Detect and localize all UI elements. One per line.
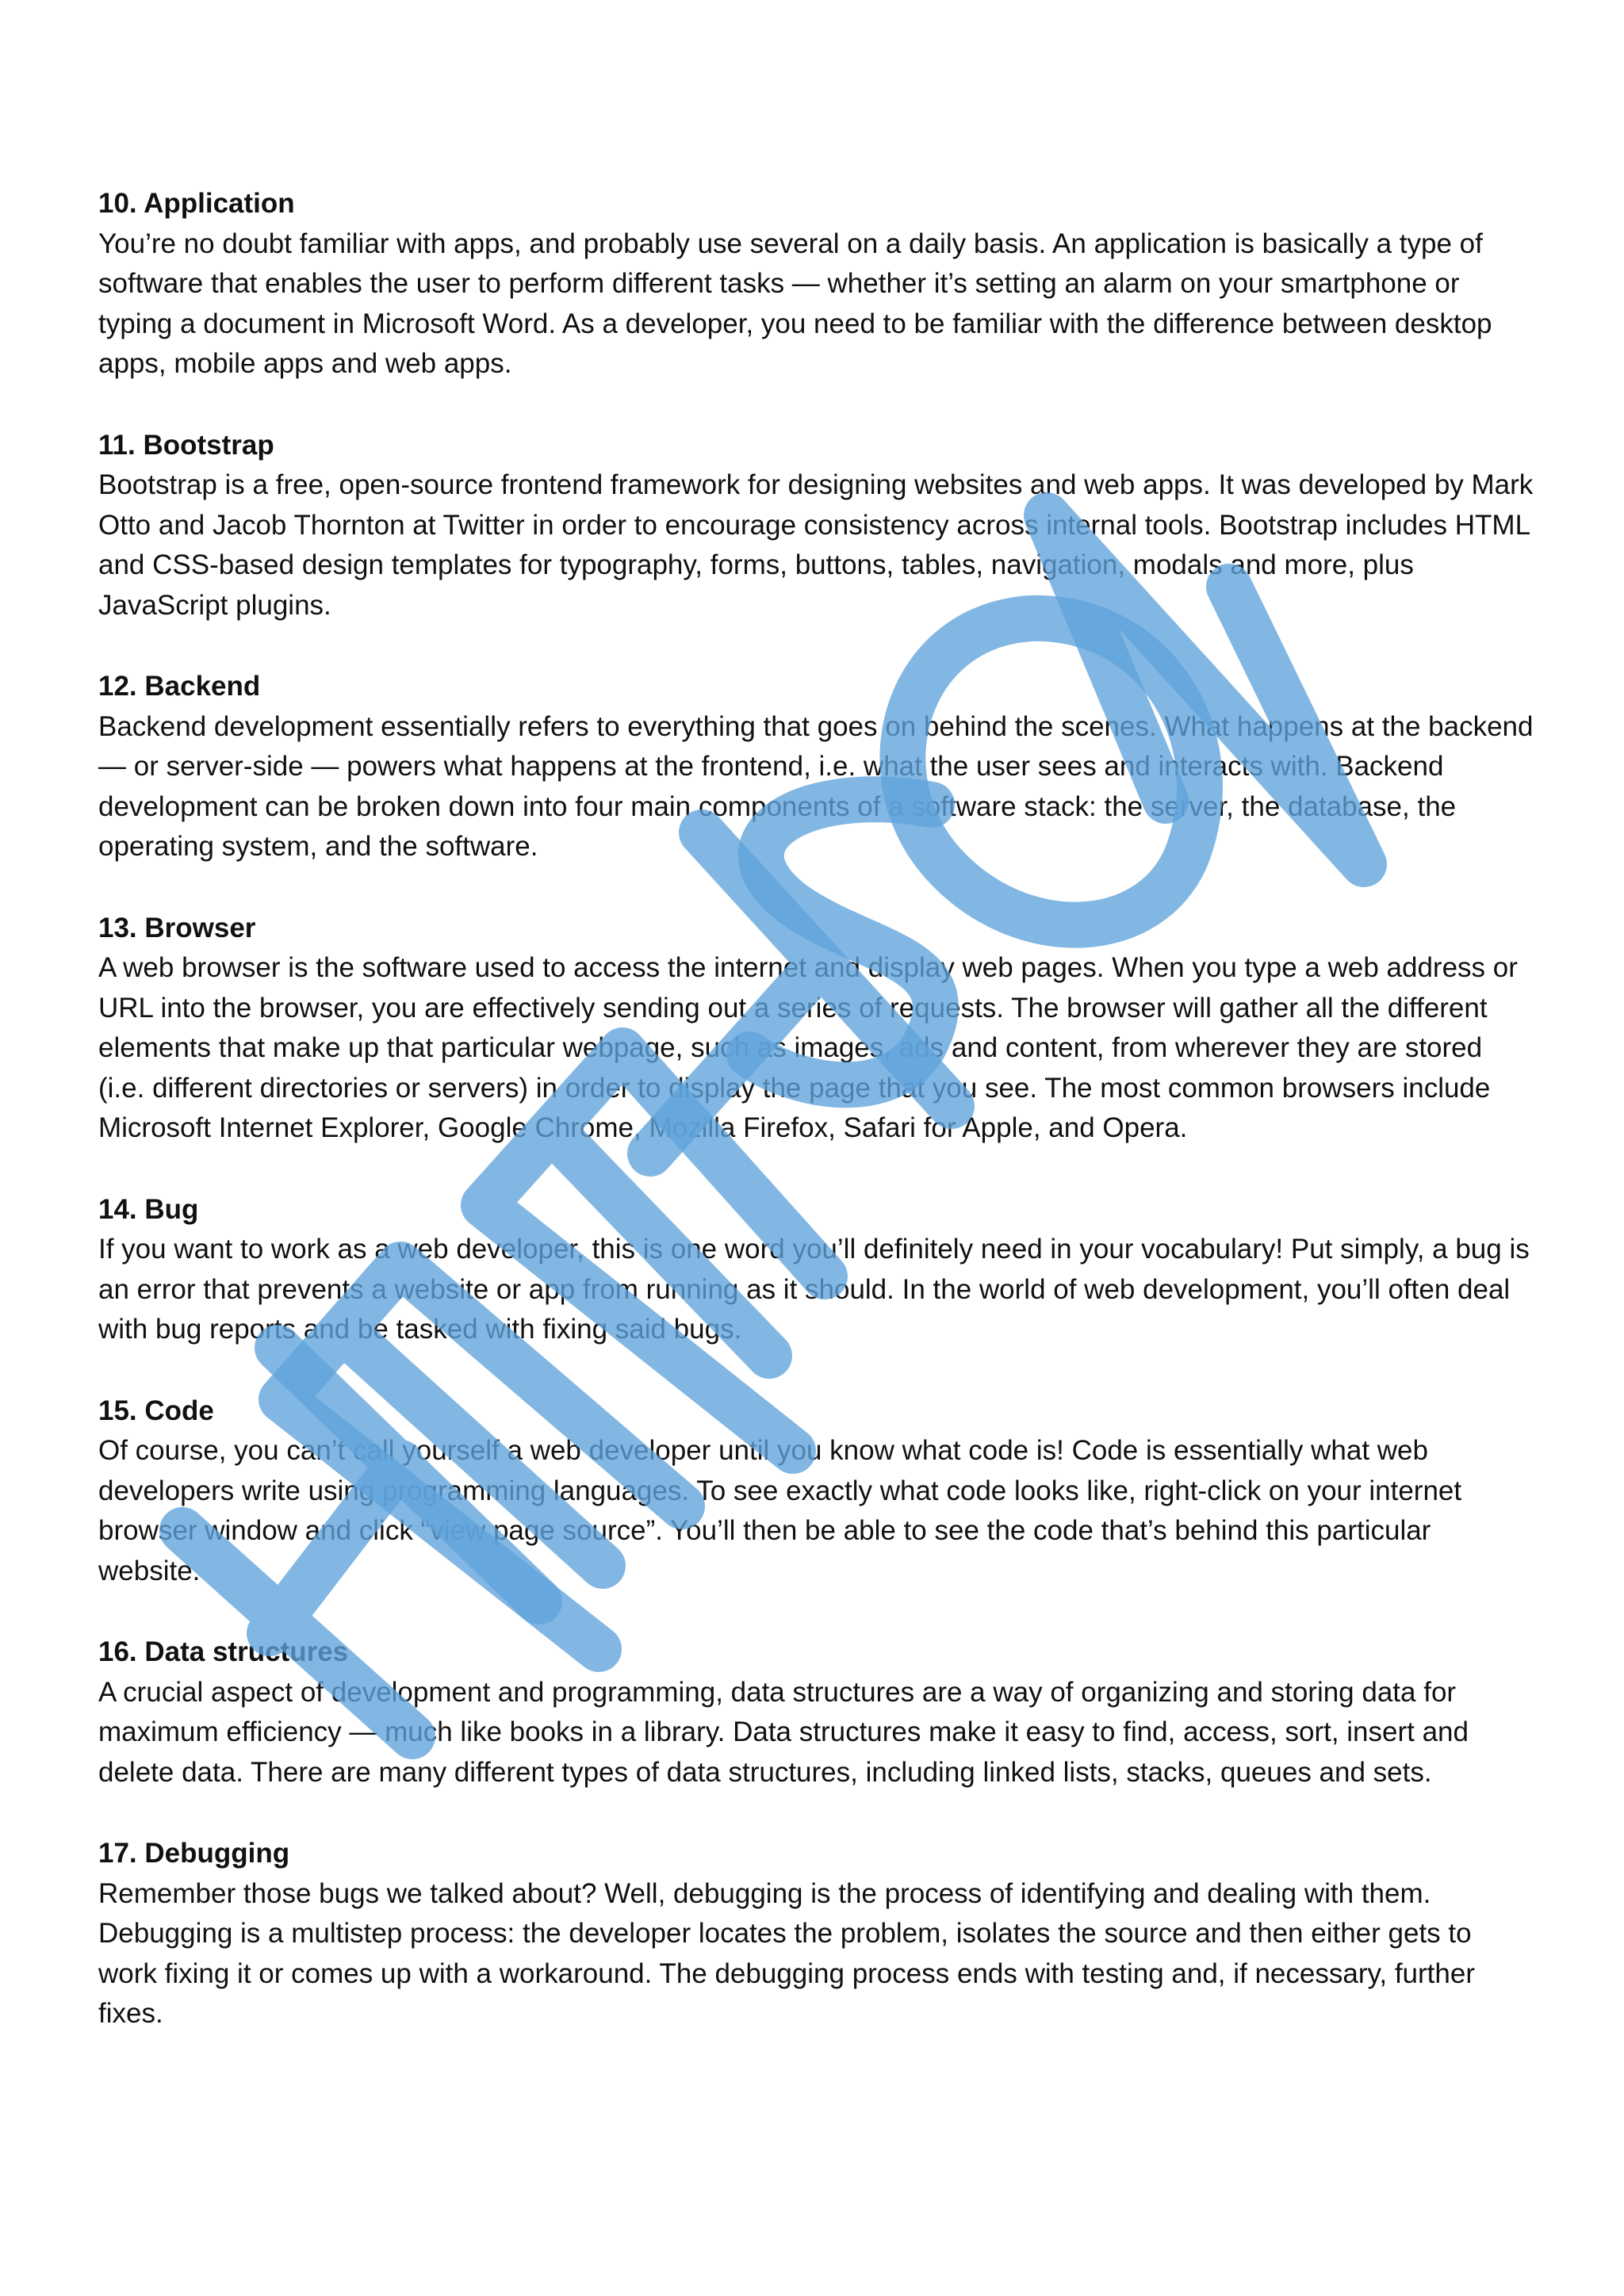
entry-title: 11. Bootstrap <box>98 429 274 461</box>
entry-title: 17. Debugging <box>98 1838 290 1869</box>
glossary-entry-data-structures <box>98 1632 1534 1793</box>
entry-body: If you want to work as a web developer, this is one word you’ll definitely need in your vocabulary! Put simply, a bug is an error that prevents a website or app from running as it should. In the world of web development, you’ll often deal with bug reports and be tasked with fixing said bugs. <box>98 1234 1530 1345</box>
glossary-content <box>98 184 1534 2076</box>
glossary-entry-code <box>98 1391 1534 1592</box>
entry-body: Backend development essentially refers to everything that goes on behind the scenes. What happens at the backend — or server-side — powers what happens at the frontend, i.e. what the user sees and interacts with. Backend development can be broken down into four main components of a software stack: the server, the database, the operating system, and the software. <box>98 710 1534 862</box>
entry-title: 13. Browser <box>98 912 256 943</box>
entry-body: Bootstrap is a free, open-source frontend framework for designing websites and web apps. It was developed by Mark Otto and Jacob Thornton at Twitter in order to encourage consistency across internal tools. Bootstrap includes HTML and CSS-based design templates for typography, forms, buttons, tables, navigation, modals and more, plus JavaScript plugins. <box>98 469 1534 621</box>
glossary-entry-debugging <box>98 1834 1534 2034</box>
entry-body: A crucial aspect of development and programming, data structures are a way of organizing and storing data for maximum efficiency — much like books in a library. Data structures make it easy to find, access, sort, insert and delete data. There are many different types of data structures, including linked lists, stacks, queues and sets. <box>98 1676 1469 1788</box>
entry-body: You’re no doubt familiar with apps, and probably use several on a daily basis. An application is basically a type of software that enables the user to perform different tasks — whether it’s setting an alarm on your smartphone or typing a document in Microsoft Word. As a developer, you need to be familiar with the difference between desktop apps, mobile apps and web apps. <box>98 228 1492 379</box>
glossary-entry-application <box>98 184 1534 385</box>
entry-title: 16. Data structures <box>98 1636 349 1667</box>
entry-body: Of course, you can’t call yourself a web developer until you know what code is! Code is essentially what web developers write using programming languages. To see exactly what code looks like, right-click on your internet browser window and click “view page source”. You’ll then be able to see the code that’s behind this particular website. <box>98 1435 1462 1586</box>
entry-title: 15. Code <box>98 1395 214 1426</box>
glossary-entry-bug <box>98 1190 1534 1350</box>
entry-title: 10. Application <box>98 188 295 219</box>
entry-body: Remember those bugs we talked about? Well, debugging is the process of identifying and dealing with them. Debugging is a multistep process: the developer locates the problem, isolates the source and then either gets to work fixing it or comes up with a workaround. The debugging process ends with testing and, if necessary, further fixes. <box>98 1877 1475 2029</box>
glossary-entry-browser <box>98 909 1534 1149</box>
entry-title: 14. Bug <box>98 1193 199 1225</box>
entry-title: 12. Backend <box>98 671 261 702</box>
glossary-entry-backend <box>98 667 1534 867</box>
glossary-entry-bootstrap <box>98 426 1534 626</box>
entry-body: A web browser is the software used to access the internet and display web pages. When you type a web address or URL into the browser, you are effectively sending out a series of requests. The browser will gather all the different elements that make up that particular webpage, such as images, ads and content, from wherever they are stored (i.e. different directories or servers) in order to display the page that you see. The most common browsers include Microsoft Internet Explorer, Google Chrome, Mozilla Firefox, Safari for Apple, and Opera. <box>98 952 1518 1143</box>
